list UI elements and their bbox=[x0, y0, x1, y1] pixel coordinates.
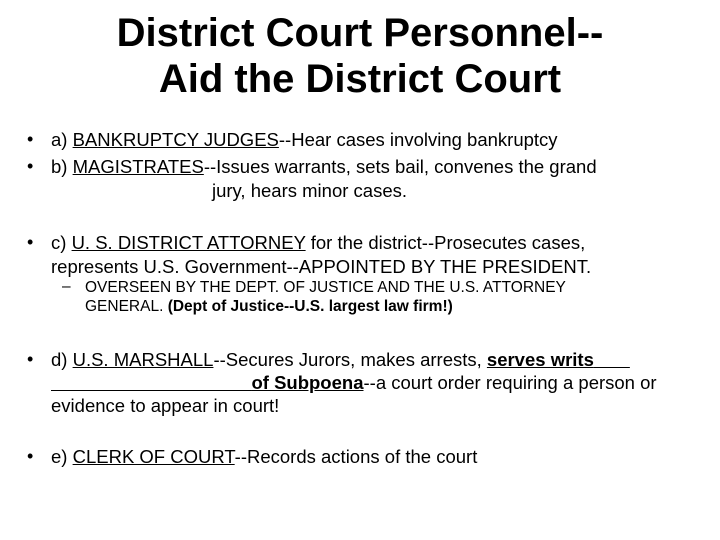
bullet-a-term: BANKRUPTCY JUDGES bbox=[72, 129, 279, 150]
bullet-c-prefix: c) bbox=[51, 232, 72, 253]
bullet-d bbox=[51, 348, 630, 372]
bullet-d-prefix: d) bbox=[51, 349, 73, 370]
fill-blank-1 bbox=[487, 349, 630, 370]
bullet-e-prefix: e) bbox=[51, 446, 73, 467]
fill-blank-2-text: of Subpoena bbox=[251, 372, 364, 393]
bullet-d-term: U.S. MARSHALL bbox=[72, 349, 214, 370]
bullet-marker-a: • bbox=[27, 129, 34, 149]
bullet-e-text: --Records actions of the court bbox=[234, 446, 478, 467]
bullet-a-prefix: a) bbox=[51, 129, 73, 150]
bullet-b-term: MAGISTRATES bbox=[72, 156, 204, 177]
bullet-d-text-2: --a court order requiring a person or bbox=[363, 372, 657, 393]
bullet-c-line-2: represents U.S. Government--APPOINTED BY THE PRESIDENT. bbox=[51, 256, 592, 277]
bullet-b bbox=[51, 155, 597, 179]
fill-blank-2 bbox=[51, 372, 364, 393]
bullet-a-text: --Hear cases involving bankruptcy bbox=[278, 129, 558, 150]
bullet-marker-e: • bbox=[27, 446, 34, 466]
fill-blank-1-text: serves writs bbox=[486, 349, 594, 370]
bullet-b-line-2: jury, hears minor cases. bbox=[212, 180, 407, 201]
bullet-marker-c: • bbox=[27, 232, 34, 252]
bullet-d-text: --Secures Jurors, makes arrests, bbox=[213, 349, 487, 370]
sub-bullet-plain: GENERAL. bbox=[85, 298, 168, 315]
bullet-marker-b: • bbox=[27, 156, 34, 176]
title-line-1: District Court Personnel-- bbox=[116, 11, 604, 55]
bullet-e bbox=[51, 445, 477, 469]
bullet-e-term: CLERK OF COURT bbox=[72, 446, 235, 467]
title-line-2: Aid the District Court bbox=[158, 57, 562, 101]
sub-bullet-line-2 bbox=[85, 297, 453, 316]
bullet-d-line-2 bbox=[51, 371, 657, 395]
bullet-b-prefix: b) bbox=[51, 156, 73, 177]
sub-bullet-marker: – bbox=[62, 278, 71, 295]
bullet-a bbox=[51, 128, 558, 152]
sub-bullet-bold: (Dept of Justice--U.S. largest law firm!) bbox=[167, 298, 453, 315]
bullet-marker-d: • bbox=[27, 349, 34, 369]
bullet-c-text: for the district--Prosecutes cases, bbox=[305, 232, 586, 253]
bullet-b-text: --Issues warrants, sets bail, convenes the grand bbox=[203, 156, 597, 177]
slide-title bbox=[0, 10, 720, 102]
bullet-c-term: U. S. DISTRICT ATTORNEY bbox=[71, 232, 306, 253]
bullet-c bbox=[51, 231, 585, 255]
sub-bullet-line-1: OVERSEEN BY THE DEPT. OF JUSTICE AND THE U.S. ATTORNEY bbox=[85, 279, 566, 296]
bullet-d-line-3: evidence to appear in court! bbox=[51, 395, 280, 416]
